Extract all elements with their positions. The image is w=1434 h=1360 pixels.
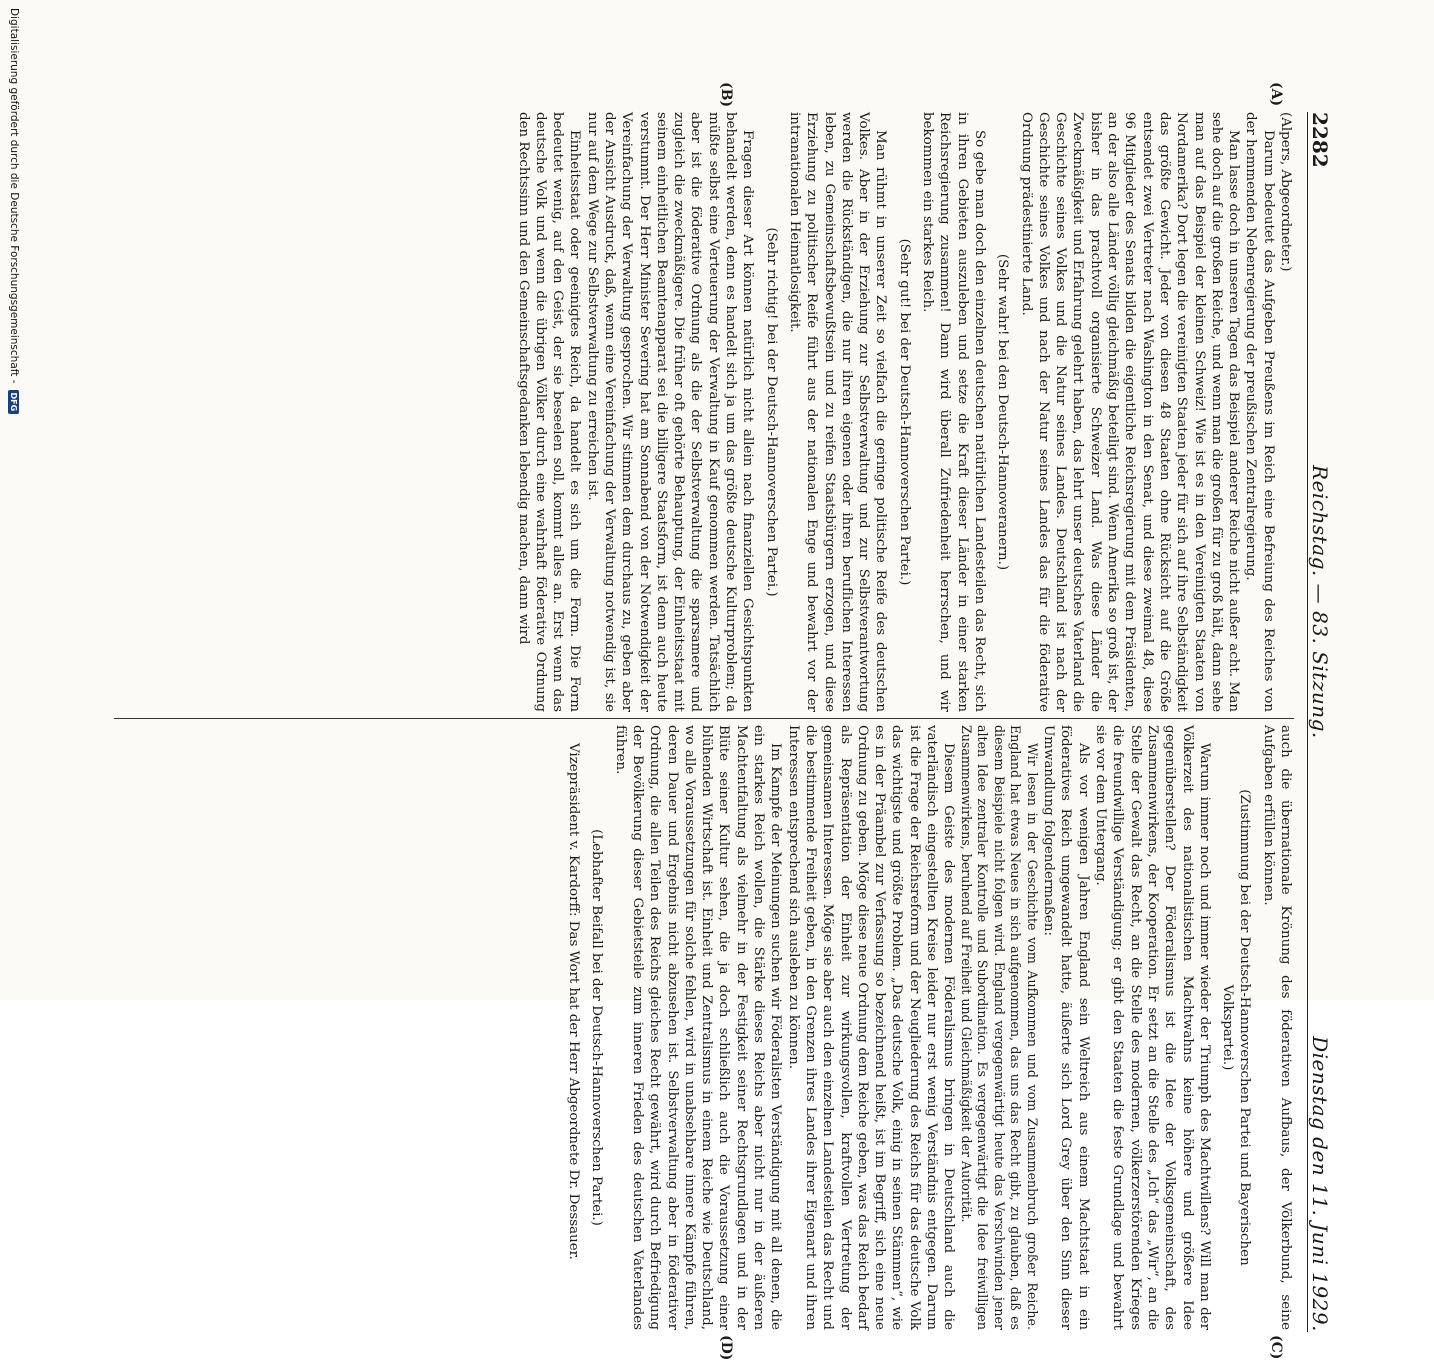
column-divider xyxy=(114,718,1294,719)
margin-marker-d: (D) xyxy=(718,1335,734,1360)
paragraph: So gebe man doch den einzelnen deutschen natürlichen Landesteilen das Recht, sich in ihren Gebieten auszuleben und setze die Kraft dieser Länder in einer starken Reichsregierung zusammen! Dann wird überall Zufriedenheit herrschen, und wir bekommen ein starkes Reich. xyxy=(920,112,987,712)
paragraph: Im Kampfe der Meinungen suchen wir Föderalisten Verständigung mit all denen, die ein starkes Reich wollen, die Stärke dieses Reichs aber nicht nur in der äußeren Machtentfaltung als vielmehr in der Festigkeit seiner Rechtsgrundlagen und in der Blüte seiner Kultur sehen, die ja doch schließlich auch die Voraussetzung einer blühenden Wirtschaft ist. Einheit und Zentralismus in einem Reiche wie Deutschland, wo alle Voraussetzungen für solche fehlen, wird in unabsehbare innere Kämpfe führen, deren Dauer und Ergebnis nicht abzusehen ist. Selbstverwaltung aber in föderativer Ordnung, die allen Teilen des Reichs gleiches Recht gewährt, wird durch Befriedigung der Bevölkerung dieser Gebietsteile zum inneren Frieden des deutschen Vaterlandes führen. xyxy=(612,725,784,1330)
page-header xyxy=(1307,112,1338,1332)
interjection: (Sehr gut! bei der Deutsch-Hannoverschen Partei.) xyxy=(896,238,912,586)
paragraph: Vizepräsident v. Kardorff: Das Wort hat der Herr Abgeordnete Dr. Dessauer. xyxy=(566,743,582,1260)
speaker-line: (Alpers, Abgeordneter.) xyxy=(1278,112,1293,272)
interjection: (Lebhafter Beifall bei der Deutsch-Hannoverschen Partei.) xyxy=(589,829,605,1226)
paragraph: Einheitsstaat oder geeinigtes Reich, da handelt es sich um die Form. Die Form bedeutet wenig, auf den Geist, der sie beseelen soll, kommt alles an. Erst wenn das deutsche Volk und wenn die übrigen Völker durch eine wahrhaft föderative Ordnung den Rechtssinn und den Gemeinschaftsgedanken lebendig machen, dann wird xyxy=(515,112,583,712)
credit-text: Digitalisierung gefördert durch die Deutsche Forschungsgemeinschaft - xyxy=(8,8,20,384)
session-date: Dienstag den 11. Juni 1929. xyxy=(1308,1036,1332,1332)
interjection: (Sehr wahr! bei den Deutsch-Hannoveranern.) xyxy=(995,253,1011,571)
quotation: Wir lesen in der Geschichte vom Aufkommen und vom Zusammenbruch großer Reiche. England hat etwas Neues in sich aufgenommen, das uns das Recht gibt, zu glauben, daß es diesem Beispiele nicht folgen wird. England vergegenwärtigt heute das Verschwinden jener alten Idee zentraler Kontrolle und Subordination. Es vergegenwärtigt die Idee freiwilligen Zusammenwirkens, beruhend auf Freiheit und Gleichmäßigkeit der Autorität. xyxy=(958,725,1040,1330)
digitization-credit xyxy=(6,0,22,1000)
paragraph: Diesem Geiste des modernen Föderalismus bringen in Deutschland auch die vaterländisch eingestellten Kreise leider nur erst wenig Verständnis entgegen. Darum ist die Frage der Reichsreform und der Neugliederung des Reichs für das deutsche Volk das wichtigste und größte Problem. „Das deutsche Volk, einig in seinen Stämmen“, wie es in der Präambel zur Verfassung so bezeichnend heißt, ist im Begriff, sich eine neue Ordnung zu geben. Möge diese neue Ordnung dem Reiche geben, was das Reich bedarf als Repräsentation der Einheit zur wirkungsvollen, kraftvollen Vertretung der gemeinsamen Interessen. Möge sie aber auch den einzelnen Landesteilen das Recht und die bestimmende Freiheit geben, in den Grenzen ihres Landes ihrer Eigenart und ihren Interessen entsprechend sich ausleben zu können. xyxy=(785,725,957,1330)
margin-marker-c: (C) xyxy=(1268,1335,1284,1360)
paragraph: auch die übernationale Krönung des föderativen Aufbaus, der Völkerbund, seine Aufgaben erfüllen können. xyxy=(1260,725,1293,1330)
right-column xyxy=(565,725,1294,1330)
paragraph: Als vor wenigen Jahren England sein Weltreich aus einem Machtstaat in ein föderatives Reich umgewandelt hatte, äußerte sich Lord Grey über den Sinn dieser Umwandlung folgendermaßen: xyxy=(1041,725,1091,1330)
interjection: (Zustimmung bei der Deutsch-Hannoverschen Partei und Bayerischen Volkspartei.) xyxy=(1220,789,1253,1266)
page-number: 2282 xyxy=(1308,112,1332,168)
paragraph: Fragen dieser Art können natürlich nicht allein nach finanziellen Gesichtspunkten behandelt werden, denn es handelt sich ja um das größte deutsche Kulturproblem; da müßte selbst eine Verteuerung der Verwaltung in Kauf genommen werden. Tatsächlich aber ist die föderative Ordnung als die der Selbstverwaltung die sparsamere und zugleich die zweckmäßigere. Die früher oft gehörte Behauptung, der Einheitsstaat mit seinem einheitlichen Beamtenapparat sei die billigere Staatsform, ist denn auch heute verstummt. Der Herr Minister Severing hat am Sonnabend von der Notwendigkeit der Vereinfachung der Verwaltung gesprochen. Wir stimmen dem durchaus zu, geben aber der Ansicht Ausdruck, daß, wenn eine Vereinfachung der Verwaltung notwendig ist, sie nur auf dem Wege zur Selbstverwaltung zu erreichen ist. xyxy=(584,112,756,712)
left-column xyxy=(514,112,1294,712)
paragraph: Man lasse doch in unseren Tagen das Beispiel anderer Reiche nicht außer acht. Man sehe doch auf die großen Reiche, und wenn man die großen für zu groß hält, dann sehe man auf das Beispiel der kleinen Schweiz! Wie ist es in den Vereinigten Staaten von Nordamerika? Dort legen die vereinigten Staaten jeder für sich auf ihre Selbständigkeit das größte Gewicht. Jeder von diesen 48 Staaten ohne Rücksicht auf die Größe entsendet zwei Vertreter nach Washington in den Senat, und diese zweimal 48, diese 96 Mitglieder des Senats bilden die eigentliche Reichsregierung mit dem Präsidenten, an der also alle Länder völlig gleichmäßig beteiligt sind. Wenn Amerika so groß ist, der bisher in das prachtvoll organisierte Schweizer Land. Was diese Länder die Zweckmäßigkeit und Erfahrung gelehrt haben, das lehrt unser deutsches Vaterland die Geschichte seines Volkes und die Natur seines Landes. Deutschland ist nach der Geschichte seines Volkes und nach der Natur seines Landes das für die föderative Ordnung prädestinierte Land. xyxy=(1018,112,1242,712)
margin-marker-a: (A) xyxy=(1268,82,1284,107)
paragraph: Man rühmt in unserer Zeit so vielfach die geringe politische Reife des deutschen Volkes. Aber in der Erziehung zur Selbstverwaltung und zur Selbstverantwortung werden die Rückständigen, die nur ihren eigenen oder ihren beruflichen Interessen leben, zu Gemeinschaftsbewußtsein und zu reifen Staatsbürgern erzogen, und diese Erziehung zu politischer Reife führt aus der nationalen Enge und bewahrt vor der intranationalen Heimatlosigkeit. xyxy=(786,112,889,712)
paragraph: Darum bedeutet das Aufgeben Preußens im Reich eine Befreiung des Reiches von der hemmenden Nebenregierung der preußischen Zentralregierung. xyxy=(1243,112,1276,712)
interjection: (Sehr richtig! bei der Deutsch-Hannoverschen Partei.) xyxy=(763,227,779,597)
dfg-logo: DFG xyxy=(9,390,20,415)
paragraph: Warum immer noch und immer wieder der Triumph des Machtwillens? Will man der Völkerzeit des nationalistischen Machtwahns keine höhere und größere Idee gegenüberstellen? Der Föderalismus ist die Idee der Volksgemeinschaft, des Zusammenwirkens, der Kooperation. Er setzt an die Stelle des „Ich“ das „Wir“, an die Stelle der Gewalt das Recht, an die Stelle des modernen, völkerzerstörenden Krieges die freundwillige Verständigung; er gibt den Staaten die feste Grundlage und bewahrt sie vor dem Untergang. xyxy=(1093,725,1212,1330)
margin-marker-b: (B) xyxy=(718,82,734,108)
running-title: Reichstag. — 83. Sitzung. xyxy=(1308,465,1332,739)
